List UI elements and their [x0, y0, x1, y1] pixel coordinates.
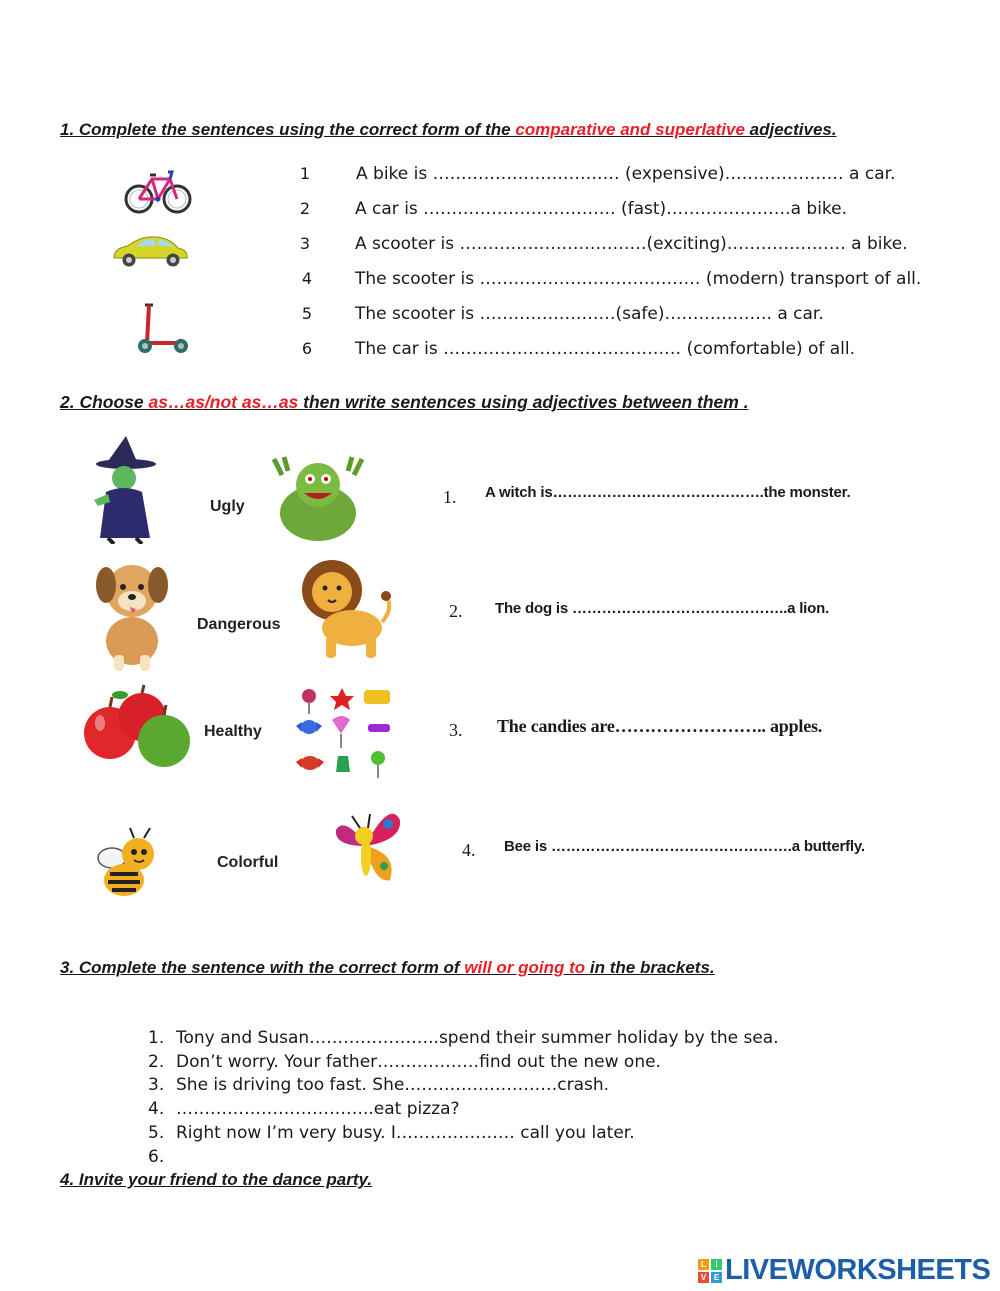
lion-image: [296, 556, 396, 660]
blank-sentence[interactable]: The scooter is ………………………………… (modern) transport of all.: [355, 269, 922, 289]
adjective-label-colorful: Colorful: [217, 854, 279, 871]
blank-sentence[interactable]: Don’t worry. Your father………………find out the new one.: [176, 1052, 661, 1072]
blank-sentence[interactable]: A scooter is ……………………………(exciting)………………… a bike.: [355, 234, 908, 254]
list-item: 5. Right now I’m very busy. I………………… call you later.: [148, 1123, 635, 1143]
list-item: 1. Tony and Susan…………………..spend their summer holiday by the sea.: [148, 1028, 779, 1048]
liveworksheets-logo: [698, 1254, 990, 1287]
section2-heading: 2. Choose as…as/not as…as then write sentences using adjectives between them .: [60, 392, 749, 412]
blank-sentence[interactable]: Tony and Susan…………………..spend their summer holiday by the sea.: [176, 1028, 779, 1048]
section1-heading: 1. Complete the sentences using the correct form of the comparative and superlative adjectives.: [60, 120, 837, 139]
section2-heading-highlight: as…as/not as…as: [148, 392, 299, 412]
list-item: 2. Don’t worry. Your father………………find out the new one.: [148, 1052, 661, 1072]
section1-heading-highlight: comparative and superlative: [515, 120, 745, 139]
butterfly-image: [330, 800, 402, 890]
bee-image: [94, 824, 164, 900]
adjective-label-healthy: Healthy: [204, 723, 262, 740]
adjective-label-dangerous: Dangerous: [197, 616, 281, 633]
section3-heading-highlight: will or going to: [464, 958, 586, 977]
blank-sentence[interactable]: The candies are…………………….. apples.: [497, 716, 823, 736]
section3-heading: 3. Complete the sentence with the correct form of will or going to in the brackets.: [60, 958, 715, 977]
blank-sentence[interactable]: Bee is ………………………………………….a butterfly.: [504, 838, 865, 855]
logo-badge-icon: L I V E: [698, 1259, 722, 1283]
blank-sentence[interactable]: A witch is…………………………………….the monster.: [485, 484, 851, 501]
scooter-image: [133, 301, 191, 356]
witch-image: [88, 434, 166, 544]
car-image: [110, 234, 190, 268]
adjective-label-ugly: Ugly: [210, 498, 245, 515]
candies-image: [292, 686, 396, 782]
blank-sentence[interactable]: She is driving too fast. She………………………crash.: [176, 1075, 610, 1095]
blank-sentence[interactable]: A bike is …………………………… (expensive)………………… a car.: [356, 164, 896, 184]
blank-sentence[interactable]: A car is ……………………………. (fast)………………….a bike.: [355, 199, 848, 219]
logo-wordmark: LIVEWORKSHEETS: [725, 1254, 991, 1286]
list-item: 4. ……………………………..eat pizza?: [148, 1099, 460, 1119]
dog-image: [88, 555, 176, 675]
bike-image: [124, 164, 192, 216]
section4-heading: 4. Invite your friend to the dance party.: [60, 1170, 373, 1189]
blank-sentence[interactable]: The car is …………………………………… (comfortable) of all.: [355, 339, 856, 359]
blank-sentence[interactable]: ……………………………..eat pizza?: [176, 1099, 460, 1119]
apples-image: [80, 683, 190, 773]
blank-sentence[interactable]: The scooter is ……………………(safe)………………. a car.: [355, 304, 824, 324]
list-item: 6.: [148, 1147, 165, 1167]
blank-sentence[interactable]: The dog is ……………………………………..a lion.: [495, 600, 830, 617]
monster-image: [268, 455, 368, 543]
list-item: 3. She is driving too fast. She………………………crash.: [148, 1075, 610, 1095]
blank-sentence[interactable]: Right now I’m very busy. I………………… call you later.: [176, 1123, 635, 1143]
